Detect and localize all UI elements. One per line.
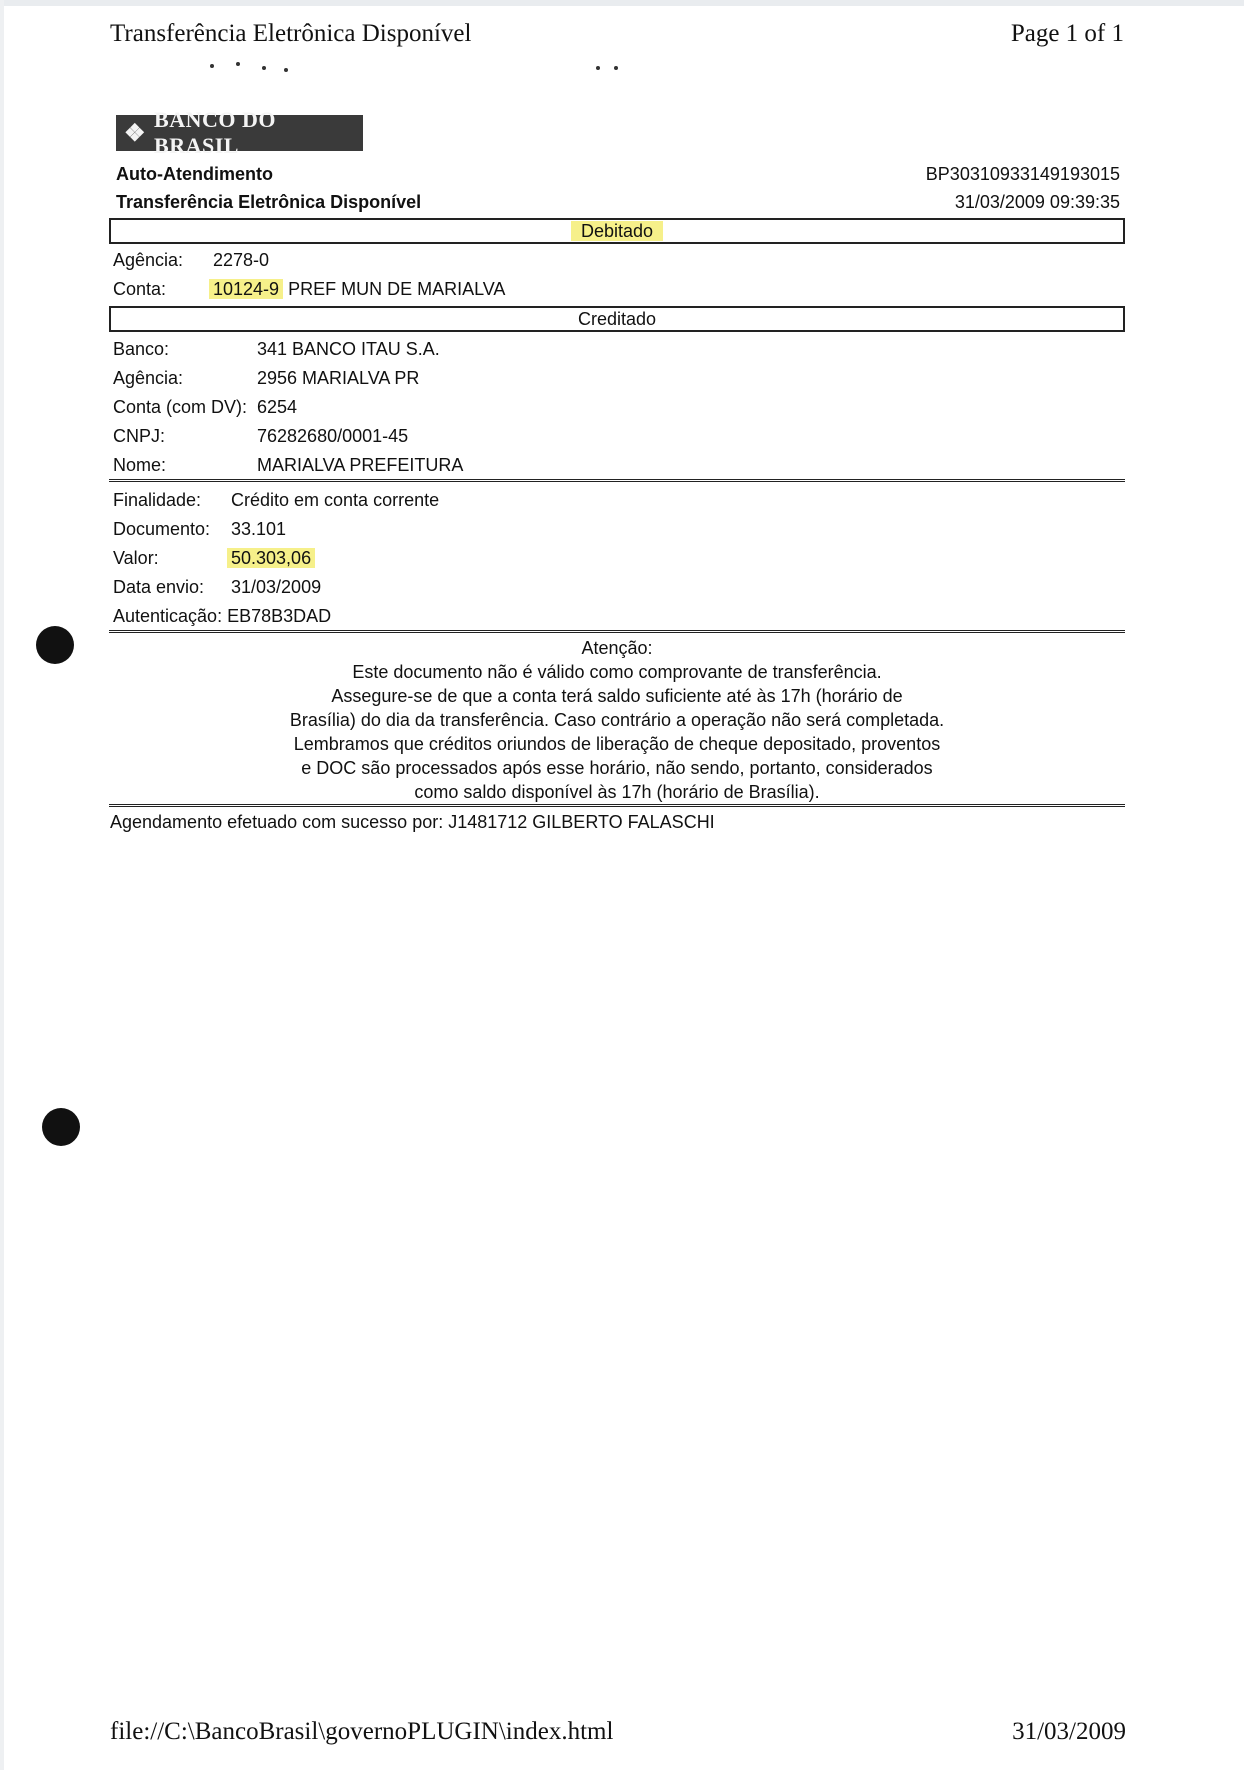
- document-row: [113, 519, 286, 540]
- notice-line: e DOC são processados após esse horário, não sendo, portanto, considerados: [301, 758, 933, 778]
- credit-cnpj-label: CNPJ:: [113, 426, 166, 446]
- debit-section-header: [109, 218, 1125, 244]
- send-date-label: Data envio:: [113, 577, 205, 597]
- credit-section-title: Creditado: [577, 309, 657, 329]
- scan-edge-left: [0, 0, 4, 1770]
- scheduling-note: Agendamento efetuado com sucesso por: J1481712 GILBERTO FALASCHI: [110, 812, 715, 832]
- section-divider: [109, 630, 1125, 633]
- credit-account-value: 6254: [257, 397, 298, 417]
- operation-title: Transferência Eletrônica Disponível: [116, 192, 422, 212]
- credit-account-label: Conta (com DV):: [113, 397, 248, 417]
- notice-line: Assegure-se de que a conta terá saldo suficiente até às 17h (horário de: [331, 686, 903, 706]
- document-label: Documento:: [113, 519, 211, 539]
- credit-cnpj-value: 76282680/0001-45: [257, 426, 409, 446]
- notice-line: Este documento não é válido como comprovante de transferência.: [352, 662, 882, 682]
- notice-line: Lembramos que créditos oriundos de liberação de cheque depositado, proventos: [293, 734, 941, 754]
- credit-bank-row: [113, 339, 440, 360]
- document-value: 33.101: [231, 519, 287, 539]
- notice-title: Atenção:: [581, 638, 653, 658]
- banco-do-brasil-logo: [116, 107, 363, 158]
- amount-value: 50.303,06: [227, 548, 315, 568]
- credit-agency-label: Agência:: [113, 368, 184, 388]
- debit-account-label: Conta:: [113, 279, 167, 299]
- print-header-page: Page 1 of 1: [1010, 20, 1124, 47]
- debit-agency-label: Agência:: [113, 250, 184, 270]
- credit-section-header: [109, 306, 1125, 332]
- scan-speck: [262, 66, 266, 70]
- debit-account-number: 10124-9: [209, 279, 283, 299]
- credit-bank-value: 341 BANCO ITAU S.A.: [257, 339, 440, 359]
- scan-edge-top: [0, 0, 1244, 6]
- operation-datetime: 31/03/2009 09:39:35: [954, 192, 1120, 212]
- auth-value: EB78B3DAD: [227, 606, 332, 626]
- print-footer-date: 31/03/2009: [1012, 1718, 1126, 1745]
- purpose-label: Finalidade:: [113, 490, 202, 510]
- print-footer-path: file://C:\BancoBrasil\governoPLUGIN\index.html: [110, 1718, 614, 1745]
- scan-speck: [210, 64, 214, 68]
- credit-bank-label: Banco:: [113, 339, 170, 359]
- credit-agency-row: [113, 368, 419, 389]
- section-divider: [109, 479, 1125, 482]
- auth-label: Autenticação:: [113, 606, 223, 626]
- purpose-value: Crédito em conta corrente: [231, 490, 440, 510]
- debit-section-title: Debitado: [571, 221, 663, 241]
- debit-account-name: PREF MUN DE MARIALVA: [288, 279, 506, 299]
- amount-row: [113, 548, 315, 569]
- bb-logo-icon: ❖: [124, 119, 147, 147]
- scan-speck: [614, 66, 618, 70]
- service-title: Auto-Atendimento: [116, 164, 273, 184]
- send-date-row: [113, 577, 321, 598]
- send-date-value: 31/03/2009: [231, 577, 322, 597]
- credit-name-row: [113, 455, 463, 476]
- auth-row: [113, 606, 331, 627]
- section-divider: [109, 804, 1125, 807]
- print-header-title: Transferência Eletrônica Disponível: [110, 20, 472, 47]
- notice-block: [109, 636, 1125, 804]
- notice-line: como saldo disponível às 17h (horário de Brasília).: [414, 782, 820, 802]
- credit-agency-value: 2956 MARIALVA PR: [257, 368, 420, 388]
- purpose-row: [113, 490, 439, 511]
- scan-speck: [236, 62, 240, 66]
- logo-text: BANCO DO BRASIL: [154, 107, 276, 158]
- protocol-number: BP30310933149193015: [925, 164, 1120, 184]
- scan-speck: [284, 68, 288, 72]
- scan-speck: [596, 66, 600, 70]
- notice-line: Brasília) do dia da transferência. Caso contrário a operação não será completada.: [289, 710, 945, 730]
- amount-label: Valor:: [113, 548, 159, 568]
- debit-account-row: [113, 279, 505, 300]
- credit-name-value: MARIALVA PREFEITURA: [257, 455, 464, 475]
- debit-agency-value: 2278-0: [213, 250, 270, 270]
- debit-agency-row: [113, 250, 269, 271]
- credit-cnpj-row: [113, 426, 408, 447]
- punch-hole: [42, 1108, 80, 1146]
- punch-hole: [36, 626, 74, 664]
- credit-name-label: Nome:: [113, 455, 167, 475]
- credit-account-row: [113, 397, 297, 418]
